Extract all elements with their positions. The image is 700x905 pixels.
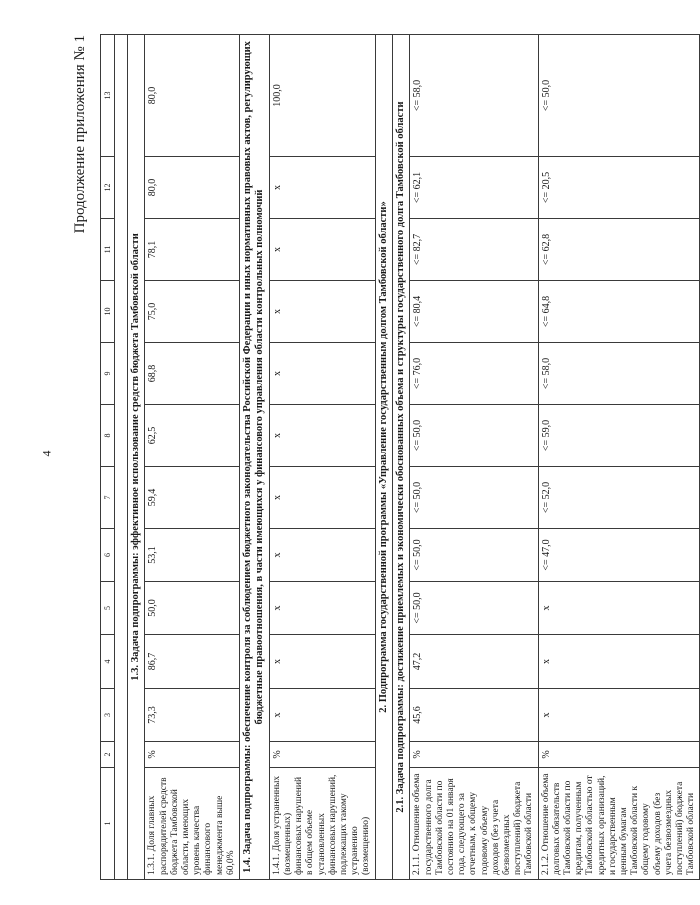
page-number: 4 (39, 450, 54, 457)
value-cell: 73,3 (145, 689, 240, 742)
spacer-cell (115, 35, 128, 880)
value-cell: <= 50,0 (410, 529, 538, 582)
column-number: 12 (101, 157, 115, 219)
value-cell: 80,0 (145, 157, 240, 219)
section-row (375, 35, 392, 880)
indicators-table (100, 34, 700, 880)
column-number: 11 (101, 219, 115, 281)
value-cell: 78,1 (145, 219, 240, 281)
value-cell: 80,0 (145, 35, 240, 157)
table-row (538, 35, 700, 880)
value-cell: x (269, 582, 375, 635)
table-row (410, 35, 538, 880)
value-cell: <= 58,0 (538, 343, 700, 405)
value-cell: x (538, 635, 700, 689)
subprogram-heading: 2. Подпрограмма государственной программы «Управление государственным долгом Тамбовской области» (375, 35, 392, 880)
indicator-name: 1.3.1. Доля главных распорядителей средств бюджета Тамбовской области, имеющих уровень качества финансового менеджмента выше 60,0% (145, 768, 240, 880)
unit-cell: % (269, 742, 375, 768)
value-cell: x (269, 157, 375, 219)
value-cell: 62,5 (145, 405, 240, 467)
unit-cell: % (410, 742, 538, 768)
section-row (392, 35, 409, 880)
value-cell: <= 20,5 (538, 157, 700, 219)
column-number: 6 (101, 529, 115, 582)
value-cell: 47,2 (410, 635, 538, 689)
unit-cell: % (538, 742, 700, 768)
value-cell: 100,0 (269, 35, 375, 157)
section-row (240, 35, 270, 880)
value-cell: x (269, 405, 375, 467)
section-heading: 2.1. Задача подпрограммы: достижение приемлемых и экономически обоснованных объема и структуры государственного долга Тамбовской области (392, 35, 409, 880)
value-cell: <= 50,0 (410, 405, 538, 467)
value-cell: 53,1 (145, 529, 240, 582)
table-row (269, 35, 375, 880)
value-cell: <= 62,1 (410, 157, 538, 219)
value-cell: <= 52,0 (538, 467, 700, 529)
indicator-name: 1.4.1. Доля устраненных (возмещенных) финансовых нарушений в общем объеме установленных финансовых нарушений, подлежащих такому устранению (возмещению) (269, 768, 375, 880)
value-cell: x (269, 689, 375, 742)
rotated-content (72, 35, 697, 880)
value-cell: x (269, 343, 375, 405)
value-cell: 59,4 (145, 467, 240, 529)
value-cell: x (538, 582, 700, 635)
value-cell: x (269, 635, 375, 689)
column-number: 5 (101, 582, 115, 635)
section-heading: 1.3. Задача подпрограммы: эффективное использование средств бюджета Тамбовской области (128, 35, 145, 880)
column-number: 9 (101, 343, 115, 405)
value-cell: <= 59,0 (538, 405, 700, 467)
annex-title: Продолжение приложения № 1 (72, 35, 88, 234)
value-cell: <= 50,0 (410, 582, 538, 635)
value-cell: x (269, 281, 375, 343)
value-cell: <= 76,0 (410, 343, 538, 405)
indicator-name: 2.1.2. Отношение объема долговых обязательств Тамбовской области по кредитам, полученным Тамбовской областью от кредитных организаций, и государственным ценным бумагам Тамбовской области к общему годовому объему доходов (без учета безвозмездных поступлений) бюджета Тамбовской области (538, 768, 700, 880)
value-cell: 75,0 (145, 281, 240, 343)
value-cell: <= 47,0 (538, 529, 700, 582)
section-row (128, 35, 145, 880)
value-cell: x (269, 529, 375, 582)
column-number: 4 (101, 635, 115, 689)
column-number-row (101, 35, 115, 880)
value-cell: x (269, 467, 375, 529)
column-number: 13 (101, 35, 115, 157)
column-number: 2 (101, 742, 115, 768)
value-cell: 68,8 (145, 343, 240, 405)
value-cell: <= 64,8 (538, 281, 700, 343)
value-cell: <= 50,0 (410, 467, 538, 529)
value-cell: <= 62,8 (538, 219, 700, 281)
value-cell: x (538, 689, 700, 742)
value-cell: <= 50,0 (538, 35, 700, 157)
value-cell: 45,6 (410, 689, 538, 742)
unit-cell: % (145, 742, 240, 768)
section-heading: 1.4. Задача подпрограммы: обеспечение контроля за соблюдением бюджетного законодательства Российской Федерации и иных нормативных правовых актов, регулирующих бюджетные правоотношения, в части имеющихся у финансового управления области контрольных полномочий (240, 35, 270, 880)
column-number: 1 (101, 768, 115, 880)
spacer-row (115, 35, 128, 880)
indicator-name: 2.1.1. Отношение объема государственного долга Тамбовской области по состоянию на 01 января года, следующего за отчетным, к общему годовому объему доходов (без учета безвозмездных поступлений) бюджета Тамбовской области (410, 768, 538, 880)
value-cell: 50,0 (145, 582, 240, 635)
table-row (145, 35, 240, 880)
column-number: 8 (101, 405, 115, 467)
value-cell: x (269, 219, 375, 281)
value-cell: <= 80,4 (410, 281, 538, 343)
column-number: 10 (101, 281, 115, 343)
value-cell: <= 58,0 (410, 35, 538, 157)
value-cell: <= 82,7 (410, 219, 538, 281)
column-number: 7 (101, 467, 115, 529)
column-number: 3 (101, 689, 115, 742)
value-cell: 86,7 (145, 635, 240, 689)
